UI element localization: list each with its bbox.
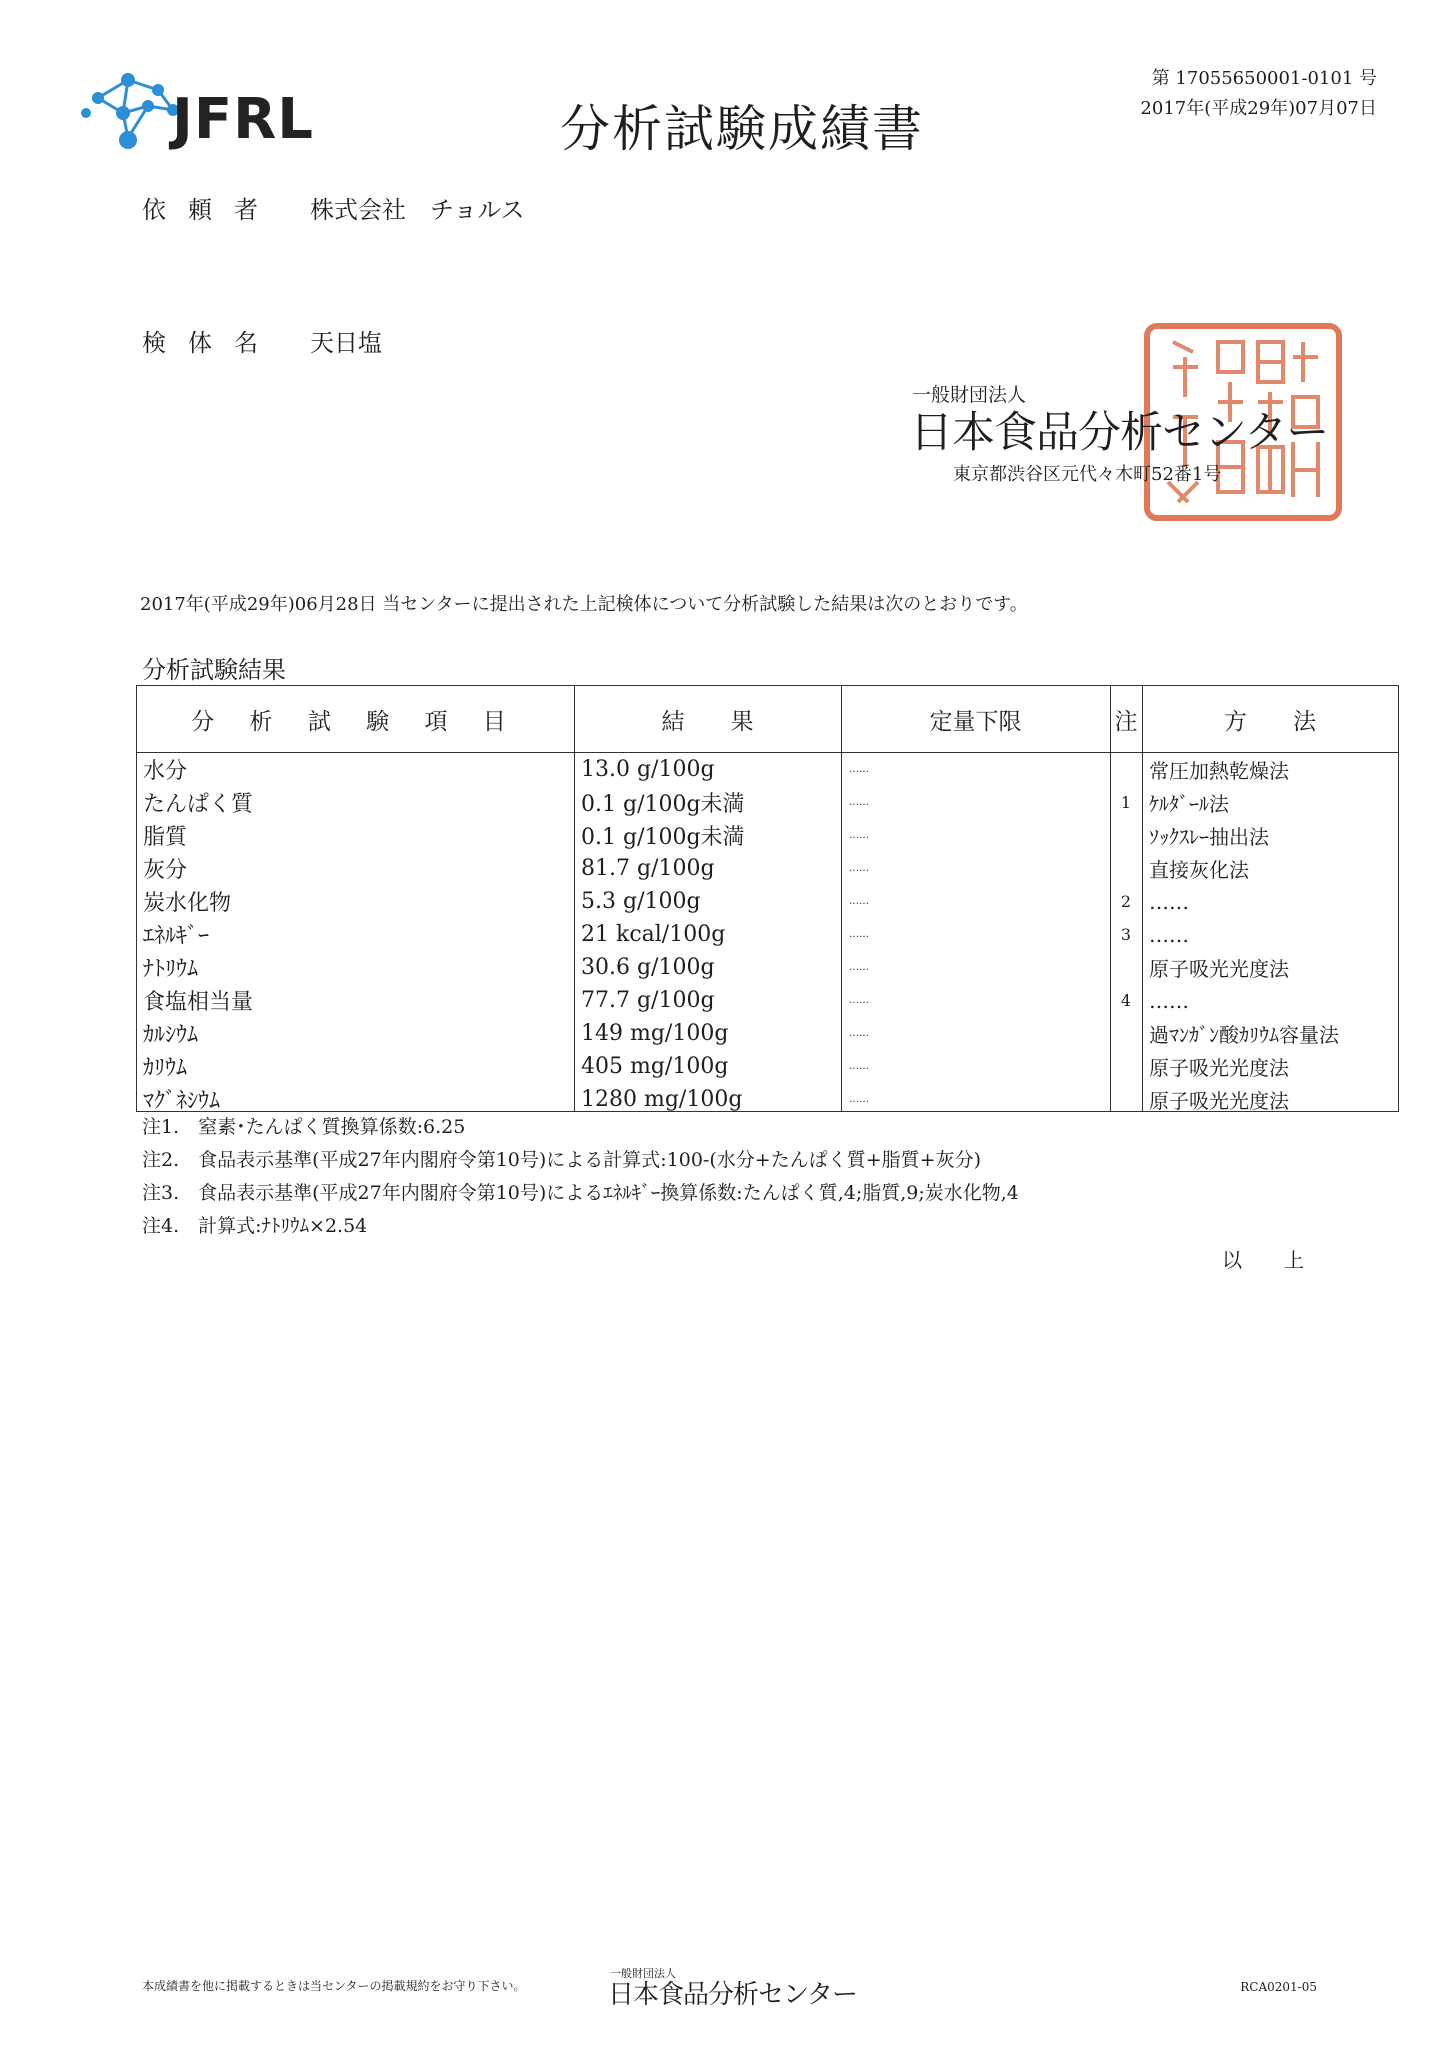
item-cell: 脂質 xyxy=(143,825,188,850)
note-cell xyxy=(1114,1050,1138,1083)
issuer-org-name: 日本食品分析センター xyxy=(910,408,1329,458)
client-value: 株式会社 チョルス xyxy=(310,196,525,224)
note-3: 注3. 食品表示基準(平成27年内閣府令第10号)によるｴﾈﾙｷﾞｰ換算係数:たんぱく質,4;脂質,9;炭水化物,4 xyxy=(142,1182,1019,1204)
method-cell: 過ﾏﾝｶﾞﾝ酸ｶﾘｳﾑ容量法 xyxy=(1149,1023,1339,1047)
result-cell: 149 mg/100g xyxy=(581,1021,729,1046)
item-cell: たんぱく質 xyxy=(143,792,254,817)
results-heading: 分析試験結果 xyxy=(142,656,286,684)
header-item: 分 析 試 験 項 目 xyxy=(191,708,520,735)
client-label: 依頼者 xyxy=(142,196,280,224)
table-row xyxy=(137,885,1398,918)
limit-cell: …… xyxy=(849,863,869,874)
report-number: 第 17055650001-0101 号 xyxy=(1151,68,1377,89)
item-cell: 炭水化物 xyxy=(143,891,232,916)
intro-text: 2017年(平成29年)06月28日 当センターに提出された上記検体について分析試験した結果は次のとおりです。 xyxy=(140,594,1028,615)
limit-cell: …… xyxy=(849,1094,869,1105)
closing-mark: 以上 xyxy=(1222,1248,1346,1272)
item-cell: 水分 xyxy=(143,759,188,784)
item-cell: ｶﾙｼｳﾑ xyxy=(143,1023,199,1048)
result-cell: 77.7 g/100g xyxy=(581,988,715,1013)
note-cell xyxy=(1114,819,1138,852)
result-cell: 5.3 g/100g xyxy=(581,889,701,914)
result-cell: 30.6 g/100g xyxy=(581,955,715,980)
header-method: 方 法 xyxy=(1224,708,1316,735)
method-cell: 直接灰化法 xyxy=(1149,858,1249,882)
header-note: 注 xyxy=(1114,708,1138,735)
limit-cell: …… xyxy=(849,764,869,775)
method-cell: …… xyxy=(1149,889,1189,914)
header-limit: 定量下限 xyxy=(929,708,1022,735)
item-cell: 食塩相当量 xyxy=(143,990,254,1015)
note-cell xyxy=(1114,753,1138,786)
form-code: RCA0201-05 xyxy=(1240,1980,1317,1994)
result-cell: 13.0 g/100g xyxy=(581,757,715,782)
limit-cell: …… xyxy=(849,830,869,841)
footer-org-name: 日本食品分析センター xyxy=(608,1980,857,2010)
note-cell: 1 xyxy=(1120,793,1132,812)
note-2: 注2. 食品表示基準(平成27年内閣府令第10号)による計算式:100-(水分+たんぱく質+脂質+灰分) xyxy=(142,1149,981,1171)
limit-cell: …… xyxy=(849,896,869,907)
item-cell: ﾏｸﾞﾈｼｳﾑ xyxy=(143,1089,221,1114)
table-row xyxy=(137,984,1398,1017)
table-row xyxy=(137,951,1398,984)
result-cell: 0.1 g/100g未満 xyxy=(581,792,745,817)
document-title: 分析試験成績書 xyxy=(560,100,924,158)
table-row xyxy=(137,819,1398,852)
logo-text: JFRL xyxy=(172,87,314,152)
limit-cell: …… xyxy=(849,929,869,940)
item-cell: ﾅﾄﾘｳﾑ xyxy=(143,957,199,982)
note-cell: 2 xyxy=(1120,892,1132,911)
table-row xyxy=(137,1083,1398,1116)
result-cell: 1280 mg/100g xyxy=(581,1087,743,1112)
result-cell: 21 kcal/100g xyxy=(581,922,726,947)
table-row xyxy=(137,918,1398,951)
method-cell: ｹﾙﾀﾞｰﾙ法 xyxy=(1149,792,1229,816)
note-cell xyxy=(1114,1017,1138,1050)
table-row xyxy=(137,753,1398,786)
note-4: 注4. 計算式:ﾅﾄﾘｳﾑ×2.54 xyxy=(142,1215,368,1237)
method-cell: 原子吸光光度法 xyxy=(1149,1089,1289,1113)
limit-cell: …… xyxy=(849,962,869,973)
note-cell: 3 xyxy=(1120,925,1132,944)
result-cell: 0.1 g/100g未満 xyxy=(581,825,745,850)
item-cell: ｴﾈﾙｷﾞｰ xyxy=(143,924,210,949)
limit-cell: …… xyxy=(849,995,869,1006)
note-cell xyxy=(1114,951,1138,984)
limit-cell: …… xyxy=(849,797,869,808)
sample-label: 検体名 xyxy=(142,329,280,357)
footer-notice: 本成績書を他に掲載するときは当センターの掲載規約をお守り下さい。 xyxy=(142,1979,526,1993)
header-result: 結 果 xyxy=(661,708,754,735)
limit-cell: …… xyxy=(849,1028,869,1039)
result-cell: 81.7 g/100g xyxy=(581,856,715,881)
footer-org-type: 一般財団法人 xyxy=(610,1967,676,1980)
method-cell: 原子吸光光度法 xyxy=(1149,1056,1289,1080)
table-row xyxy=(137,786,1398,819)
item-cell: 灰分 xyxy=(143,858,188,883)
table-row xyxy=(137,1017,1398,1050)
limit-cell: …… xyxy=(849,1061,869,1072)
method-cell: 常圧加熱乾燥法 xyxy=(1149,759,1289,783)
note-cell xyxy=(1114,1083,1138,1116)
note-1: 注1. 窒素･たんぱく質換算係数:6.25 xyxy=(142,1116,466,1138)
method-cell: ｿｯｸｽﾚｰ抽出法 xyxy=(1149,825,1269,849)
issuer-address: 東京都渋谷区元代々木町52番1号 xyxy=(953,464,1222,485)
method-cell: 原子吸光光度法 xyxy=(1149,957,1289,981)
table-row xyxy=(137,852,1398,885)
method-cell: …… xyxy=(1149,988,1189,1013)
item-cell: ｶﾘｳﾑ xyxy=(143,1056,188,1081)
report-date: 2017年(平成29年)07月07日 xyxy=(1140,98,1377,119)
table-row xyxy=(137,1050,1398,1083)
results-table xyxy=(136,685,1399,1112)
note-cell: 4 xyxy=(1120,991,1132,1010)
issuer-org-type: 一般財団法人 xyxy=(912,384,1027,406)
sample-value: 天日塩 xyxy=(310,329,382,357)
note-cell xyxy=(1114,852,1138,885)
result-cell: 405 mg/100g xyxy=(581,1054,729,1079)
method-cell: …… xyxy=(1149,922,1189,947)
